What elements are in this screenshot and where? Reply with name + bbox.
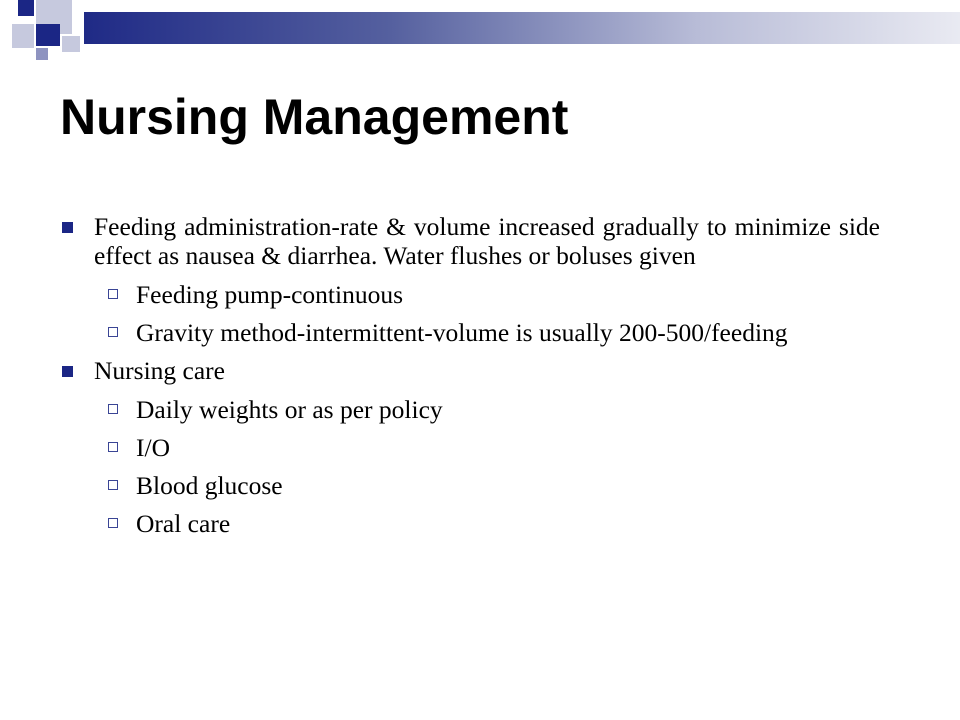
sub-bullet-item [60,280,846,309]
decor-square [62,36,80,52]
sub-bullet-item [60,471,846,500]
bullet-text: Feeding administration-rate & volume increased gradually to minimize side effect as nausea & diarrhea. Water flushes or boluses given [94,212,880,270]
bullet-item [60,356,880,385]
sub-bullet-text: I/O [136,433,170,462]
hollow-square-bullet-icon [108,404,118,414]
hollow-square-bullet-icon [108,289,118,299]
decor-square [12,24,34,48]
bullet-item [60,212,880,270]
decor-square [36,24,60,46]
slide-title: Nursing Management [60,89,569,145]
sub-bullet-item [60,509,846,538]
sub-bullet-item [60,318,846,347]
sub-bullet-item [60,395,846,424]
hollow-square-bullet-icon [108,480,118,490]
hollow-square-bullet-icon [108,442,118,452]
sub-bullet-item [60,433,846,462]
sub-bullet-text: Oral care [136,509,231,538]
hollow-square-bullet-icon [108,518,118,528]
square-bullet-icon [62,366,73,377]
slide-body [60,212,880,547]
hollow-square-bullet-icon [108,327,118,337]
sub-bullet-text: Gravity method-intermittent-volume is usually 200-500/feeding [136,318,788,347]
decor-square [36,48,48,60]
decor-square [18,0,34,16]
sub-bullet-text: Blood glucose [136,471,283,500]
square-bullet-icon [62,222,73,233]
sub-bullet-text: Daily weights or as per policy [136,395,443,424]
bullet-text: Nursing care [94,356,225,385]
header-gradient-band [84,12,960,44]
sub-bullet-text: Feeding pump-continuous [136,280,404,309]
